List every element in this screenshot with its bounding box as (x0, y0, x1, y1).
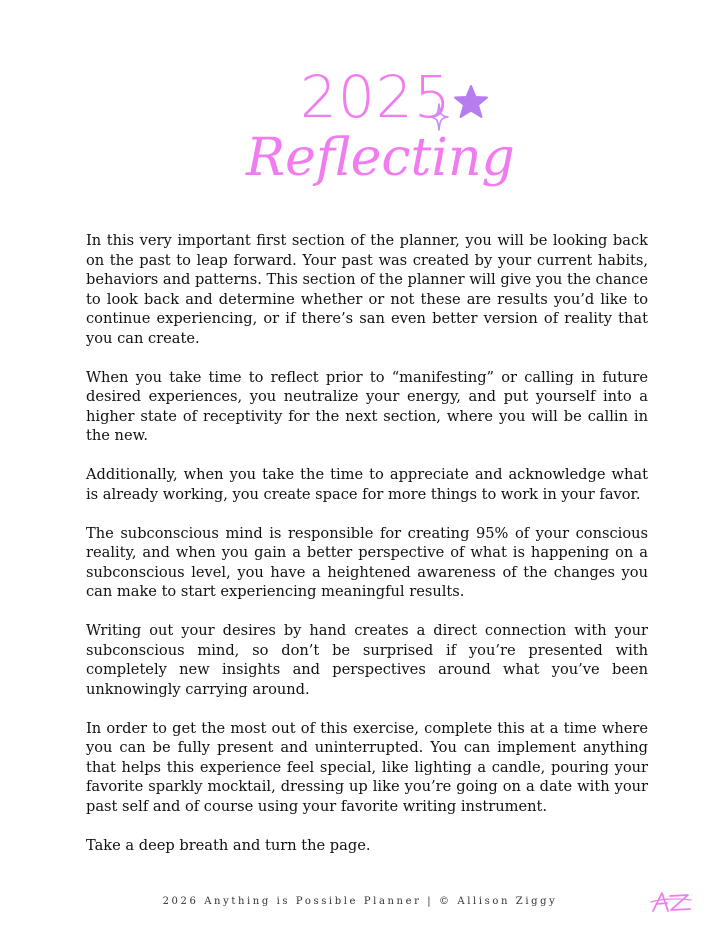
paragraph: In this very important first section of the planner, you will be looking back on the past to leap forward. Your past was created by your current habits, behaviors and patterns. This section of the planner will give you the chance to look back and determine whether or not these are results you’d like to continue experiencing, or if there’s san even better version of reality that you can create. (86, 232, 648, 347)
page-footer: 2026 Anything is Possible Planner | © Allison Ziggy (162, 896, 558, 907)
paragraph: The subconscious mind is responsible for creating 95% of your conscious reality, and when you gain a better perspective of what is happening on a subconscious level, you have a heightened awareness of the changes you can make to start experiencing meaningful results. (86, 524, 648, 600)
paragraph: Writing out your desires by hand creates a direct connection with your subconscious mind, so don’t be surprised if you’re presented with completely new insights and perspectives around what you’ve been unknowingly carrying around. (86, 622, 648, 698)
paragraph: Additionally, when you take the time to appreciate and acknowledge what is already working, you create space for more things to work in your favor. (86, 466, 648, 503)
intro-body (86, 231, 648, 875)
paragraph: Take a deep breath and turn the page. (86, 836, 371, 854)
az-monogram-logo-icon (650, 890, 692, 914)
section-title: Reflecting (246, 128, 515, 188)
year-heading: 2025 (300, 63, 452, 131)
paragraph: When you take time to reflect prior to “manifesting” or calling in future desired experiences, you neutralize your energy, and put yourself into a higher state of receptivity for the next section, where you will be callin in the new. (86, 368, 648, 444)
page-header (0, 0, 720, 210)
paragraph: In order to get the most out of this exercise, complete this at a time where you can be fully present and uninterrupted. You can implement anything that helps this experience feel special, like lighting a candle, pouring your favorite sparkly mocktail, dressing up like you’re going on a date with your past self and of course using your favorite writing instrument. (86, 719, 648, 815)
five-point-star-icon (452, 84, 490, 120)
